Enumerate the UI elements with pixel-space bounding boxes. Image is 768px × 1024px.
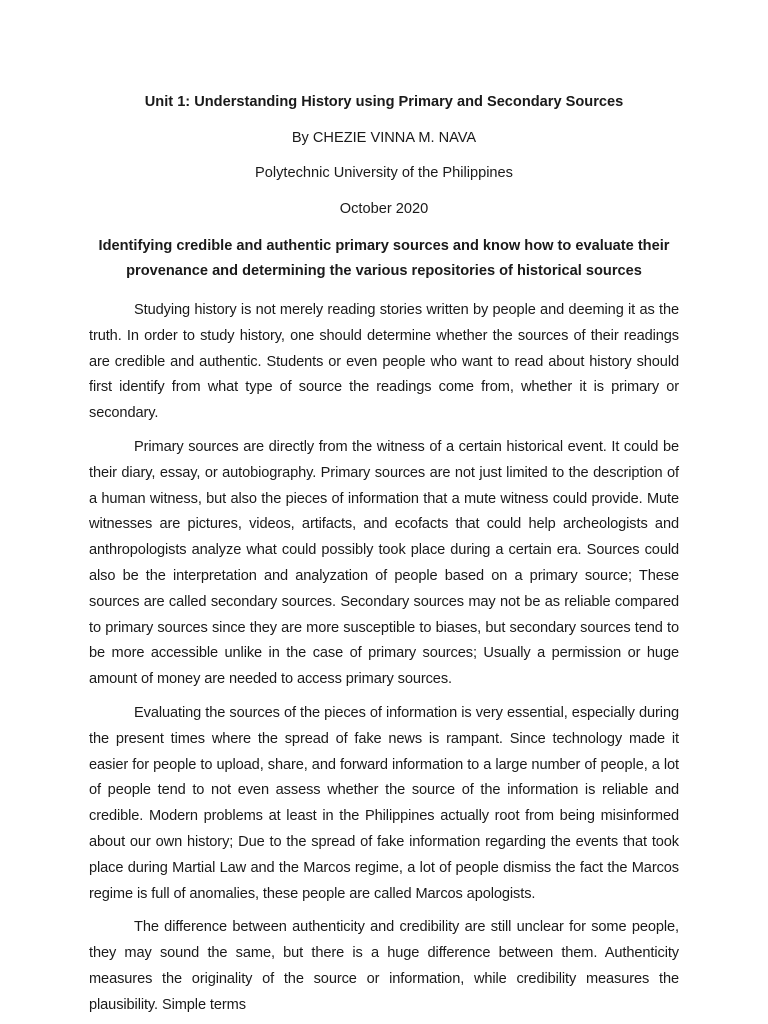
document-institution: Polytechnic University of the Philippines <box>255 165 513 181</box>
paragraph-4: The difference between authenticity and credibility are still unclear for some people, they may sound the same, but there is a huge difference between them. Authenticity measures the originality of the source or information, while credibility measures the plausibility. Simple terms <box>89 919 679 1013</box>
document-page <box>89 84 679 1019</box>
paragraph-2: Primary sources are directly from the witness of a certain historical event. It could be their diary, essay, or autobiography. Primary sources are not just limited to the description of a human witness, but also the pieces of information that a mute witness could provide. Mute witnesses are pictures, videos, artifacts, and ecofacts that could help archeologists and anthropologists analyze what could possibly took place during a certain era. Sources could also be the interpretation and analyzation of people based on a primary source; These sources are called secondary sources. Secondary sources may not be as reliable compared to primary sources since they are more susceptible to biases, but secondary sources tend to be more accessible unlike in the case of primary sources; Usually a permission or huge amount of money are needed to access primary sources. <box>89 438 679 688</box>
section-heading: Identifying credible and authentic primary sources and know how to evaluate their provenance and determining the various repositories of historical sources <box>98 238 670 279</box>
document-author: By CHEZIE VINNA M. NAVA <box>291 129 477 146</box>
paragraph-1: Studying history is not merely reading stories written by people and deeming it as the truth. In order to study history, one should determine whether the sources of their readings are credible and authentic. Students or even people who want to read about history should first identify from what type of source the readings come from, whether it is primary or secondary. <box>89 302 679 422</box>
document-date: October 2020 <box>339 200 429 217</box>
document-title: Unit 1: Understanding History using Primary and Secondary Sources <box>144 94 624 110</box>
paragraph-3: Evaluating the sources of the pieces of information is very essential, especially during the present times where the spread of fake news is rampant. Since technology made it easier for people to upload, share, and forward information to a large number of people, a lot of people tend to not even assess whether the source of the information is reliable and credible. Modern problems at least in the Philippines actually root from being misinformed about our own history; Due to the spread of fake information regarding the events that took place during Martial Law and the Marcos regime, a lot of people dismiss the fact the Marcos regime is full of anomalies, these people are called Marcos apologists. <box>89 704 679 902</box>
